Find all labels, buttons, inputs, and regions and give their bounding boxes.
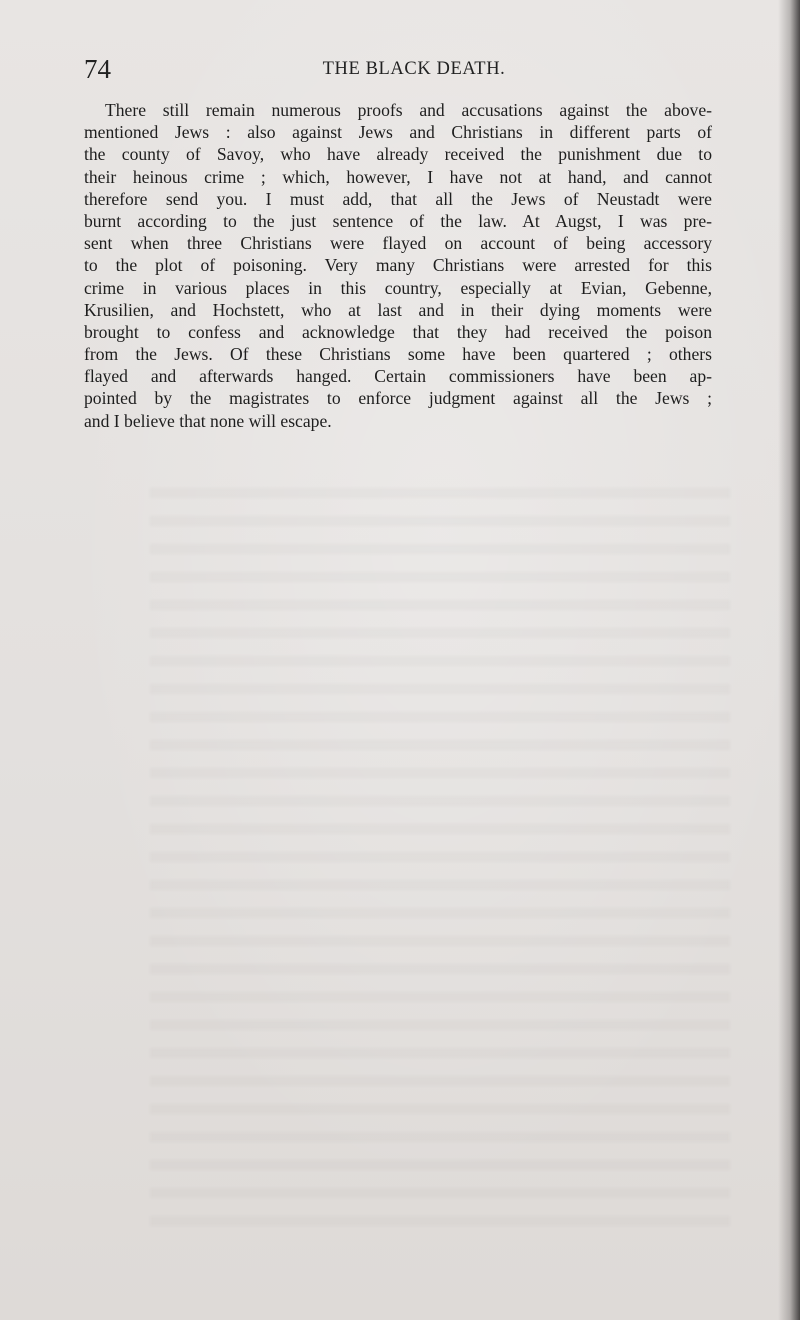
text-line: to the plot of poisoning. Very many Christians were arrested for this: [84, 255, 712, 276]
running-title: THE BLACK DEATH.: [322, 59, 506, 79]
text-line: Krusilien, and Hochstett, who at last and in their dying moments were: [84, 299, 712, 320]
text-line: sent when three Christians were flayed on account of being accessory: [84, 233, 712, 254]
page-edge-shadow: [778, 0, 800, 1320]
text-line: burnt according to the just sentence of the law. At Augst, I was pre-: [84, 210, 712, 231]
text-line: the county of Savoy, who have already received the punishment due to: [84, 144, 712, 165]
text-line: from the Jews. Of these Christians some have been quartered ; others: [84, 344, 712, 365]
text-line-last: and I believe that none will escape.: [84, 410, 332, 431]
page-number: 74: [84, 54, 111, 84]
text-line: therefore send you. I must add, that all the Jews of Neustadt were: [84, 188, 712, 209]
text-line: There still remain numerous proofs and accusations against the above-: [105, 100, 712, 120]
text-line: brought to confess and acknowledge that they had received the poison: [84, 321, 712, 342]
reverse-side-show-through: [150, 470, 730, 1230]
text-line: mentioned Jews : also against Jews and Christians in different parts of: [84, 122, 712, 143]
text-line: pointed by the magistrates to enforce judgment against all the Jews ;: [84, 388, 712, 409]
text-line: their heinous crime ; which, however, I have not at hand, and cannot: [84, 166, 712, 187]
running-head: [84, 52, 744, 86]
text-line: crime in various places in this country, especially at Evian, Gebenne,: [84, 277, 712, 298]
text-line: flayed and afterwards hanged. Certain commissioners have been ap-: [84, 366, 712, 387]
body-paragraph: [84, 99, 712, 432]
